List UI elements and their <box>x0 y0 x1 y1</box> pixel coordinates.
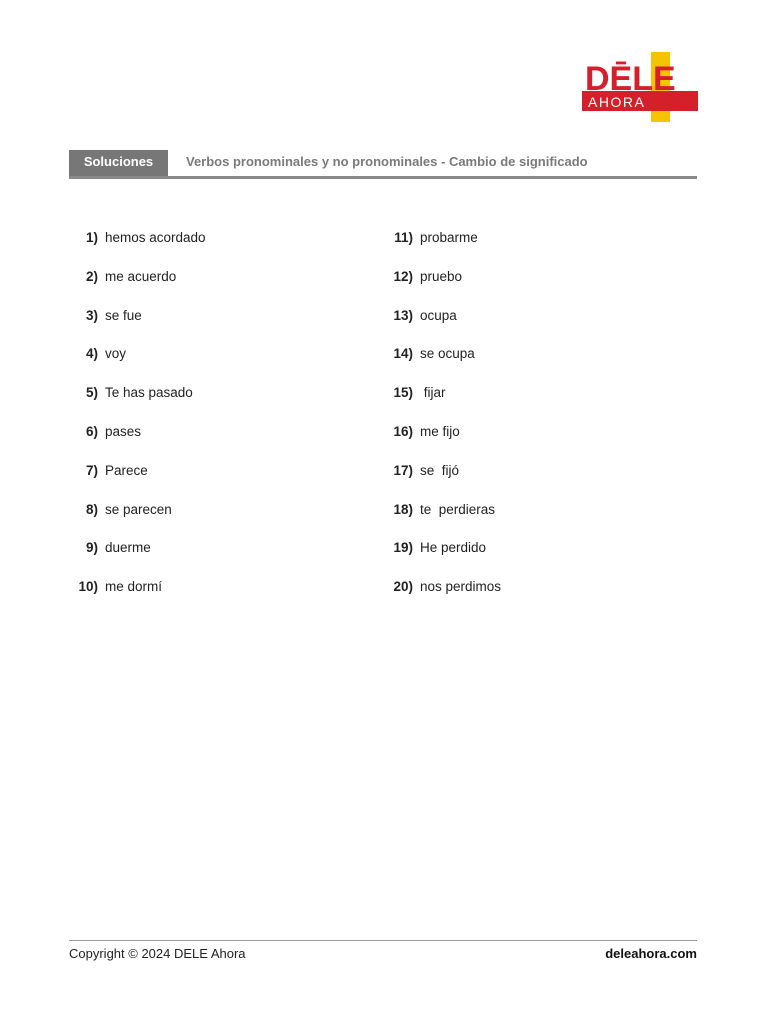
answer-number: 14) <box>393 346 413 362</box>
answer-text: se parecen <box>105 501 172 517</box>
website-link[interactable]: deleahora.com <box>605 946 697 961</box>
copyright-text: Copyright © 2024 DELE Ahora <box>69 946 246 961</box>
answer-text: se fijó <box>420 462 460 478</box>
logo-subtitle: AHORA <box>588 94 646 110</box>
answer-number: 5) <box>85 385 98 401</box>
page-footer <box>69 940 697 961</box>
answer-text: pruebo <box>420 268 463 284</box>
answer-number: 6) <box>85 423 98 439</box>
answer-text: pases <box>105 423 142 439</box>
answer-text: te perdieras <box>420 501 496 517</box>
answer-text: nos perdimos <box>420 579 502 595</box>
answer-number: 3) <box>85 307 98 323</box>
answer-text: He perdido <box>420 540 487 556</box>
page-title: Verbos pronominales y no pronominales - Cambio de significado <box>186 154 588 169</box>
answer-text: se ocupa <box>420 346 475 362</box>
answer-number: 10) <box>78 579 98 595</box>
answer-number: 7) <box>85 462 98 478</box>
answer-number: 18) <box>393 501 413 517</box>
answer-text: Parece <box>105 462 148 478</box>
logo-graphic <box>582 52 698 122</box>
answer-number: 9) <box>85 540 98 556</box>
answer-number: 15) <box>393 385 413 401</box>
logo-name: DĒLE <box>585 60 676 98</box>
solutions-tag: Soluciones <box>69 150 168 176</box>
answer-number: 19) <box>393 540 413 556</box>
answer-number: 13) <box>393 307 413 323</box>
answer-number: 12) <box>393 268 413 284</box>
section-header <box>69 150 697 180</box>
answer-text: se fue <box>105 307 142 323</box>
answer-text: hemos acordado <box>105 230 206 245</box>
answer-text: fijar <box>420 385 446 401</box>
answer-number: 1) <box>85 230 98 245</box>
answer-text: probarme <box>420 230 478 245</box>
answer-number: 17) <box>393 462 413 478</box>
answer-number: 8) <box>85 501 98 517</box>
answer-text: me acuerdo <box>105 268 177 284</box>
answer-number: 2) <box>85 268 98 284</box>
answer-text: Te has pasado <box>105 385 193 401</box>
footer-rule <box>69 940 697 941</box>
answer-number: 4) <box>85 346 98 362</box>
answer-text: me dormí <box>105 579 163 595</box>
answer-text: duerme <box>105 540 151 556</box>
header-rule <box>69 176 697 179</box>
answer-text: ocupa <box>420 307 457 323</box>
answer-number: 20) <box>393 579 413 595</box>
answer-number: 16) <box>393 423 413 439</box>
dele-ahora-logo <box>582 52 698 122</box>
answer-text: voy <box>105 346 127 362</box>
answer-number: 11) <box>394 230 413 245</box>
answer-text: me fijo <box>420 423 460 439</box>
